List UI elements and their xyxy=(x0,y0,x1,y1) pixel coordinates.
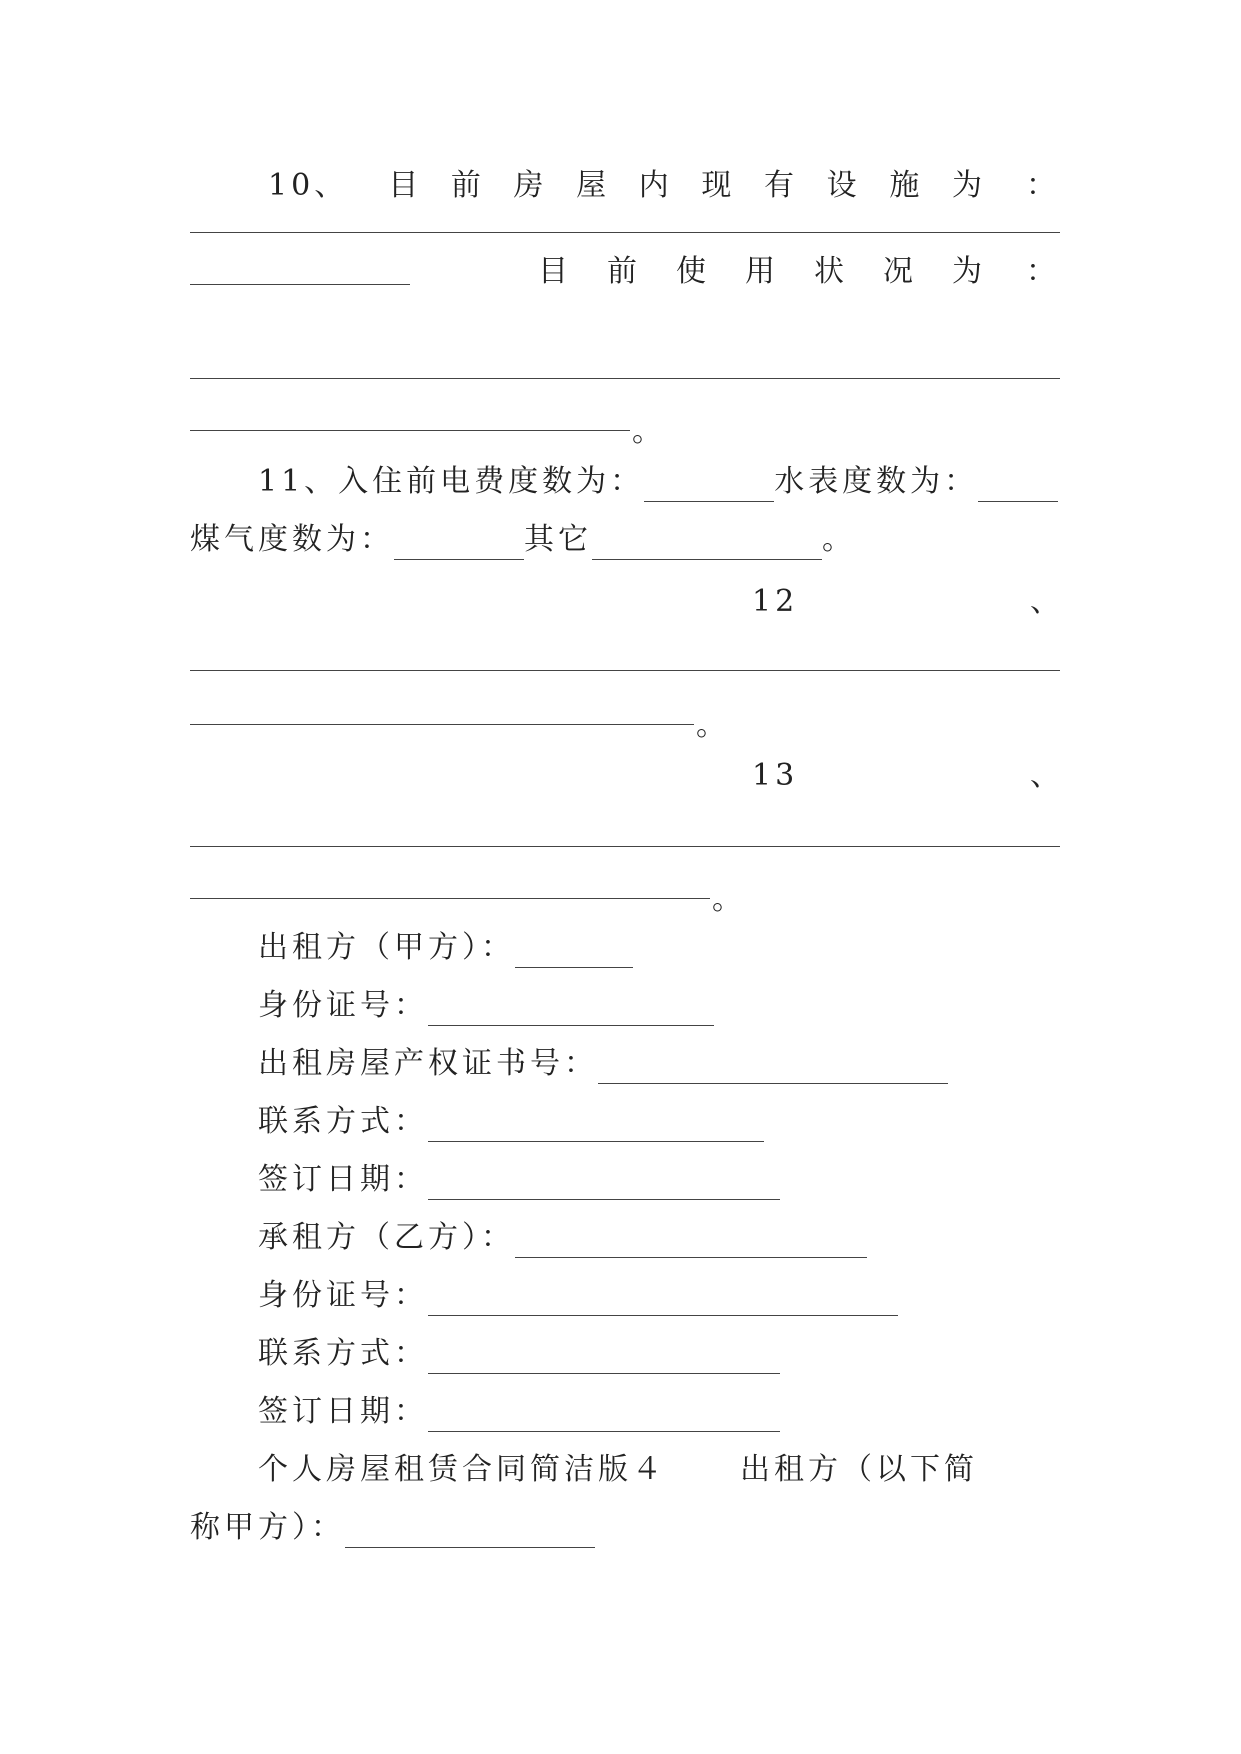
lessor-date-line xyxy=(258,1160,1128,1200)
char: 前 xyxy=(450,168,485,203)
lessee-name-label: 承租方（乙方）： xyxy=(258,1220,515,1255)
lessor-id-blank[interactable] xyxy=(428,997,714,1026)
gas-label: 煤气度数为： xyxy=(190,522,394,557)
item11-end: 。 xyxy=(822,522,856,557)
item13-blank-end[interactable] xyxy=(190,898,710,899)
lessor-cert-blank[interactable] xyxy=(598,1055,948,1084)
lessor-date-label: 签订日期： xyxy=(258,1162,428,1197)
item13-sep: 、 xyxy=(1030,758,1064,793)
electric-blank[interactable] xyxy=(644,473,774,502)
item11-line-1 xyxy=(258,462,1060,502)
char: 施 xyxy=(889,168,924,203)
char: 目 xyxy=(538,254,572,289)
lessor-contact-line xyxy=(258,1102,1128,1142)
char: 状 xyxy=(814,254,848,289)
facilities-blank-end[interactable] xyxy=(190,284,410,285)
status-label xyxy=(538,252,986,292)
item10-sep: 、 xyxy=(314,168,349,203)
char: 现 xyxy=(701,168,736,203)
other-label: 其它 xyxy=(524,522,592,557)
electric-label: 11、入住前电费度数为： xyxy=(258,464,645,499)
item12-sep: 、 xyxy=(1030,584,1064,619)
water-label: 水表度数为： xyxy=(774,464,979,499)
lessor-contact-blank[interactable] xyxy=(428,1113,764,1142)
lessee-id-line xyxy=(258,1276,1128,1316)
item10-label xyxy=(388,166,986,206)
char: 为 xyxy=(951,168,986,203)
lessee-contact-blank[interactable] xyxy=(428,1345,780,1374)
lessee-date-blank[interactable] xyxy=(428,1403,780,1432)
char: 目 xyxy=(388,168,423,203)
char: 使 xyxy=(676,254,710,289)
status-line xyxy=(498,252,1060,292)
status-colon: ： xyxy=(1026,254,1060,289)
other-blank[interactable] xyxy=(592,531,822,560)
item12-blank-line[interactable] xyxy=(190,670,1060,671)
item10-line xyxy=(268,166,1060,206)
lessor-id-line xyxy=(258,986,1128,1026)
item12-end: 。 xyxy=(696,708,730,743)
status-blank-end[interactable] xyxy=(190,430,630,431)
lessor-date-blank[interactable] xyxy=(428,1171,780,1200)
lessee-date-label: 签订日期： xyxy=(258,1394,428,1429)
next-contract-title: 个人房屋租赁合同简洁版４ xyxy=(258,1452,666,1487)
status-blank-line[interactable] xyxy=(190,378,1060,379)
item13-number: 13 xyxy=(752,758,799,793)
lessee-contact-line xyxy=(258,1334,1128,1374)
lessor-name-line xyxy=(258,928,1128,968)
water-blank[interactable] xyxy=(978,473,1058,502)
char: 屋 xyxy=(576,168,611,203)
char: 房 xyxy=(513,168,548,203)
lessor-name-label: 出租方（甲方）： xyxy=(258,930,515,965)
char: 设 xyxy=(826,168,861,203)
gas-blank[interactable] xyxy=(394,531,524,560)
char: 为 xyxy=(952,254,986,289)
lessee-contact-label: 联系方式： xyxy=(258,1336,428,1371)
item10-number: 10 xyxy=(268,168,315,203)
item13-end: 。 xyxy=(712,882,746,917)
lessor-cert-line xyxy=(258,1044,1128,1084)
lessee-id-label: 身份证号： xyxy=(258,1278,428,1313)
next-contract-lessor-blank[interactable] xyxy=(345,1519,595,1548)
char: 有 xyxy=(764,168,799,203)
char: 内 xyxy=(638,168,673,203)
next-contract-intro-start: 出租方（以下简 xyxy=(740,1452,978,1487)
item11-line-2 xyxy=(190,520,1060,560)
char: 前 xyxy=(607,254,641,289)
lessor-contact-label: 联系方式： xyxy=(258,1104,428,1139)
lessor-id-label: 身份证号： xyxy=(258,988,428,1023)
lessee-name-line xyxy=(258,1218,1128,1258)
lessee-id-blank[interactable] xyxy=(428,1287,898,1316)
item10-colon: ： xyxy=(1026,168,1060,203)
char: 用 xyxy=(745,254,779,289)
lessor-name-blank[interactable] xyxy=(515,939,633,968)
lessee-name-blank[interactable] xyxy=(515,1229,867,1258)
lessee-date-line xyxy=(258,1392,1128,1432)
item12-number: 12 xyxy=(752,584,799,619)
item13-blank-line[interactable] xyxy=(190,846,1060,847)
next-contract-line-2 xyxy=(190,1508,1060,1548)
char: 况 xyxy=(883,254,917,289)
next-contract-line xyxy=(258,1450,1060,1490)
facilities-blank-line[interactable] xyxy=(190,232,1060,233)
item12-blank-end[interactable] xyxy=(190,724,694,725)
next-contract-intro-end: 称甲方）： xyxy=(190,1510,345,1545)
status-end-mark: 。 xyxy=(632,414,666,449)
lessor-cert-label: 出租房屋产权证书号： xyxy=(258,1046,598,1081)
